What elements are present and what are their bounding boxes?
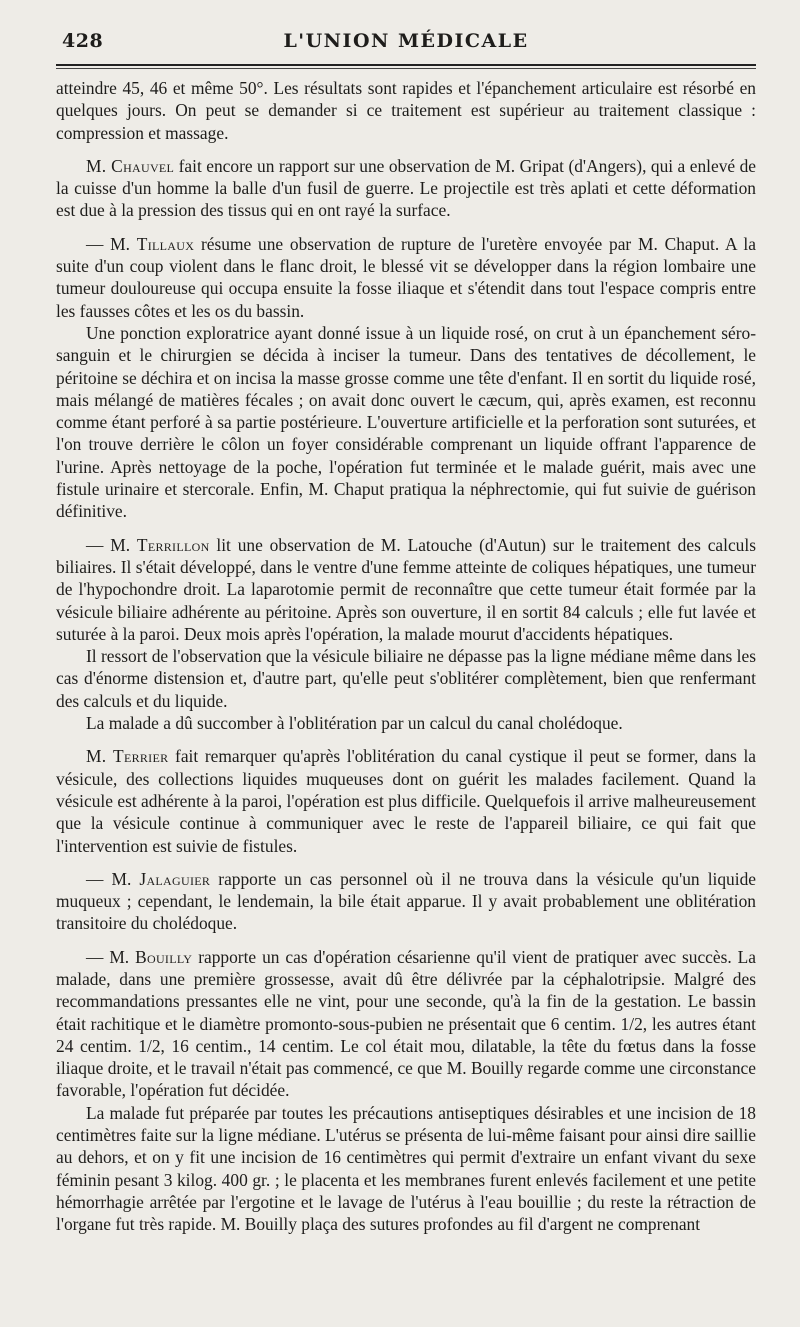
speaker-name: Jalaguier [139,868,211,889]
running-title: L'UNION MÉDICALE [283,30,529,52]
paragraph-text: La malade a dû succomber à l'oblitération par un calcul du canal cholédoque. [86,713,623,734]
speaker-prefix: — M. [86,946,136,967]
paragraph [56,946,756,1102]
page-number: 428 [62,30,104,52]
paragraph-text: atteindre 45, 46 et même 50°. Les résultats sont rapides et l'épanchement articulaire est résorbé en quelques jours. On peut se demander si ce traitement est supérieur au traitement classique : compression et massage. [56,78,756,143]
paragraph-text: fait remarquer qu'après l'oblitération du canal cystique il peut se former, dans la vésicule, des collections liquides muqueuses dont on guérit les malades facilement. Quand la vésicule est adhérente à la paroi, l'opération est plus difficile. Quelquefois il arrive malheureusement que la vésicule continue à communiquer avec le reste de l'appareil biliaire, ce qui fait que l'intervention est suivie de fistules. [56,746,756,856]
header-rule [56,64,756,66]
running-header [56,30,756,64]
paragraph-text: fait encore un rapport sur une observation de M. Gripat (d'Angers), qui a enlevé de la cuisse d'un homme la balle d'un fusil de guerre. Le projectile est très aplati et cette déformation est due à la pression des tissus qui en ont rayé la surface. [56,155,756,221]
paragraph-text: rapporte un cas d'opération césarienne qu'il vient de pratiquer avec succès. La malade, dans une première grossesse, avait dû être délivrée par la céphalotripsie. Malgré des recommandations pressantes elle ne vint, pour une seconde, qu'à la fin de la gestation. Le bassin était rachitique et le diamètre promonto-sous-pubien ne présentait que 6 centim. 1/2, les autres étant 24 centim. 1/2, 16 centim., 14 centim. Le col était mou, dilatable, la tête du fœtus dans la fosse iliaque droite, et le travail n'était pas commencé, ce que M. Bouilly regarde comme une circonstance favorable, l'opération fut décidée. [56,946,757,1101]
paragraph [56,645,756,712]
speaker-prefix: — M. [86,868,140,889]
speaker-name: Tillaux [136,233,195,254]
paragraph [56,155,756,222]
paragraph [56,868,756,935]
paragraph [56,77,756,144]
speaker-name: Bouilly [135,946,193,967]
speaker-prefix: — M. [86,233,137,254]
paragraph-text: La malade fut préparée par toutes les précautions antiseptiques désirables et une incision de 18 centimètres faite sur la ligne médiane. L'utérus se présenta de lui-même faisant pour ainsi dire saillie au dehors, et on y fit une incision de 16 centimètres qui permit d'extraire un enfant vivant du sexe féminin pesant 3 kilog. 400 gr. ; le placenta et les membranes furent enlevés facilement et une petite hémorrhagie arrêtée par l'ergotine et le lavage de l'utérus à l'eau bouillie ; du reste la rétraction de l'organe fut très rapide. M. Bouilly plaça des sutures profondes au fil d'argent ne comprenant [56,1102,756,1235]
paragraph-text: Il ressort de l'observation que la vésicule biliaire ne dépasse pas la ligne médiane même dans les cas d'énorme distension et, d'autre part, qu'elle peut s'oblitérer complètement, bien que renfermant des calculs et du liquide. [56,646,756,711]
paragraph [56,1102,756,1236]
paragraph-text: rapporte un cas personnel où il ne trouva dans la vésicule qu'un liquide muqueux ; cependant, le lendemain, la bile était apparue. Il y avait probablement une oblitération transitoire du cholédoque. [56,868,756,934]
paragraph [56,534,756,645]
speaker-prefix: — M. [86,534,137,555]
paragraph-text: Une ponction exploratrice ayant donné issue à un liquide rosé, on crut à un épanchement séro-sanguin et le chirurgien se décida à inciser la tumeur. Dans des tentatives de décollement, le péritoine se déchira et on incisa la masse grosse comme une tête d'enfant. Il en sortit du liquide rosé, mais mélangé de matières fécales ; on avait donc ouvert le cæcum, qui, après examen, est reconnu comme étant perforé à sa partie postérieure. L'ouverture artificielle et la perforation sont suturées, et l'on trouve derrière le côlon un foyer considérable comprenant un liquide offrant l'apparence de l'urine. Après nettoyage de la poche, l'opération fut terminée et le malade guérit, mais avec une fistule urinaire et stercorale. Enfin, M. Chaput pratiqua la néphrectomie, qui fut suivie de guérison définitive. [56,322,756,522]
paragraph-text: lit une observation de M. Latouche (d'Autun) sur le traitement des calculs biliaires. Il s'était développé, dans le ventre d'une femme atteinte de coliques hépatiques, une tumeur de l'hypochondre droit. La laparotomie permit de reconnaître que cette tumeur était formée par la vésicule biliaire adhérente au péritoine. Après son ouverture, il en sortit 84 calculs ; elle fut lavée et suturée à la paroi. Deux mois après l'opération, la malade mourut d'accidents hépatiques. [56,534,756,644]
paragraph [56,322,756,523]
paragraph-text: résume une observation de rupture de l'uretère envoyée par M. Chaput. A la suite d'un coup violent dans le flanc droit, le blessé vit se développer dans la région lombaire une tumeur douloureuse qui occupa ensuite la fosse iliaque et s'étendit dans tout l'espace compris entre les fausses côtes et les os du bassin. [56,233,756,321]
paragraph [56,745,756,856]
speaker-name: Terrillon [136,534,210,555]
speaker-name: M. Terrier [86,746,169,767]
header-rule-thin [56,68,756,69]
speaker-name: M. Chauvel [86,155,175,176]
paragraph [56,712,756,734]
paragraph [56,233,756,322]
article-body [56,77,756,1236]
